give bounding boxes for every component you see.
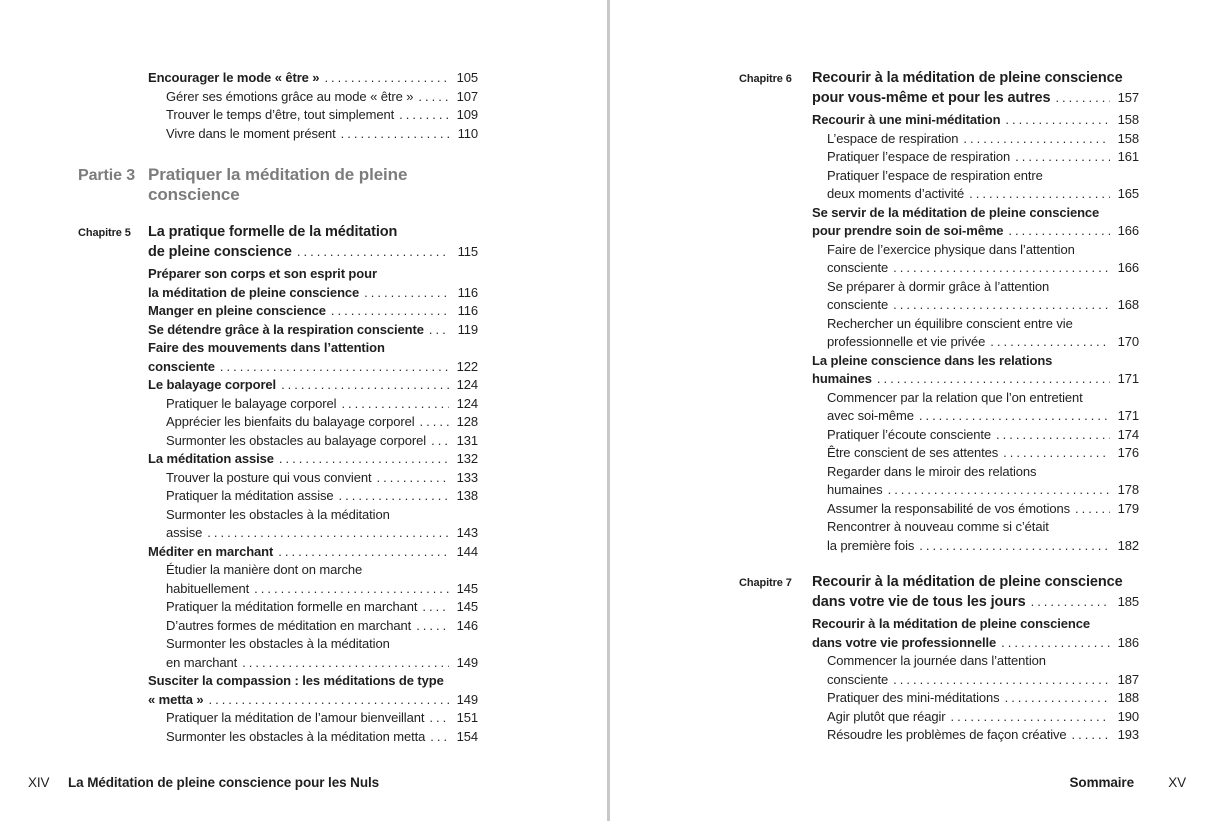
- toc-entry-text: Le balayage corporel: [148, 377, 277, 392]
- dot-leader: [420, 413, 449, 432]
- toc-entry-line: Se préparer à dormir grâce à l’attention: [827, 278, 1050, 294]
- toc-entry-text: D’autres formes de méditation en marchant: [166, 617, 412, 633]
- dot-leader: [1001, 634, 1110, 653]
- section-title-line: Pratiquer la méditation de pleine: [148, 165, 408, 184]
- toc-entry: [78, 413, 478, 432]
- toc-entry: [78, 69, 478, 88]
- toc-entry: [739, 689, 1139, 708]
- page-number: 105: [456, 70, 478, 85]
- toc-entry: [78, 106, 478, 125]
- toc-entry-text: assise: [166, 525, 203, 540]
- toc-entry: [78, 321, 478, 340]
- toc-entry: [812, 88, 1139, 108]
- toc-entry-text: La méditation assise: [148, 451, 274, 466]
- dot-leader: [207, 524, 449, 543]
- toc-entry: [78, 88, 478, 107]
- dot-leader: [324, 69, 449, 88]
- page-number: 145: [456, 580, 478, 596]
- toc-entry: [739, 444, 1139, 463]
- dot-leader: [950, 708, 1110, 727]
- toc-entry-text: Pratiquer des mini-méditations: [827, 690, 1000, 705]
- toc-entry: [739, 333, 1139, 352]
- toc-entry: [739, 259, 1139, 278]
- toc-entry: [739, 634, 1139, 653]
- page-number: 132: [456, 451, 478, 466]
- dot-leader: [422, 598, 449, 617]
- toc-entry-text: consciente: [827, 297, 889, 312]
- page-number: 176: [1117, 445, 1139, 460]
- dot-leader: [331, 302, 449, 321]
- toc-entry: [739, 148, 1139, 167]
- toc-entry: [78, 728, 478, 747]
- toc-entry: [78, 125, 478, 144]
- toc-entry: [739, 481, 1139, 500]
- toc-entry-text: Recourir à une mini-méditation: [812, 112, 1001, 127]
- toc-entry-text: Résoudre les problèmes de façon créative: [827, 727, 1067, 742]
- dot-leader: [297, 242, 449, 261]
- toc-entry-text: Trouver la posture qui vous convient: [166, 469, 372, 485]
- section-label: Chapitre 6: [739, 73, 792, 85]
- toc-entry: [78, 617, 478, 636]
- toc-entry: [812, 592, 1139, 612]
- toc-entry: [739, 185, 1139, 204]
- toc-entry-line: Se servir de la méditation de pleine conscience: [812, 204, 1100, 220]
- toc-entry: [739, 726, 1139, 745]
- left-page-toc: [78, 69, 478, 746]
- toc-entry: [739, 500, 1139, 519]
- dot-leader: [969, 185, 1110, 204]
- toc-entry-text: Pratiquer l’espace de respiration: [827, 149, 1011, 164]
- dot-leader: [339, 487, 449, 506]
- page-number: 154: [456, 728, 478, 744]
- page-number: 116: [457, 284, 478, 300]
- toc-entry: [739, 222, 1139, 241]
- dot-leader: [919, 537, 1110, 556]
- page-number: 193: [1117, 727, 1139, 742]
- toc-entry-text: Se détendre grâce à la respiration consciente: [148, 321, 424, 337]
- toc-entry-line: Regarder dans le miroir des relations: [827, 463, 1037, 479]
- dot-leader: [429, 321, 449, 340]
- toc-entry-text: Être conscient de ses attentes: [827, 445, 999, 460]
- toc-entry: [78, 469, 478, 488]
- dot-leader: [1055, 88, 1110, 107]
- toc-entry: [78, 709, 478, 728]
- toc-entry-text: Trouver le temps d’être, tout simplement: [166, 107, 395, 122]
- toc-entry-text: Agir plutôt que réagir: [827, 708, 946, 724]
- toc-entry-line: Rencontrer à nouveau comme si c’était: [827, 519, 1049, 534]
- toc-entry-text: Apprécier les bienfaits du balayage corporel: [166, 414, 415, 429]
- dot-leader: [1075, 500, 1110, 519]
- dot-leader: [1005, 689, 1110, 708]
- toc-entry: [78, 395, 478, 414]
- toc-entry-text: la première fois: [827, 537, 915, 553]
- page-number: 157: [1117, 90, 1139, 105]
- dot-leader: [341, 125, 449, 144]
- dot-leader: [281, 376, 449, 395]
- page-number: 158: [1117, 130, 1139, 146]
- toc-entries: [739, 615, 1139, 745]
- toc-entry: [739, 671, 1139, 690]
- dot-leader: [1008, 222, 1110, 241]
- dot-leader: [418, 88, 449, 107]
- toc-entry-line: Faire de l’exercice physique dans l’attention: [827, 241, 1075, 257]
- dot-leader: [1003, 444, 1110, 463]
- dot-leader: [1031, 592, 1110, 611]
- chapter-heading: [739, 69, 1139, 108]
- toc-entry: [78, 284, 478, 303]
- page-number: 187: [1117, 671, 1139, 687]
- left-running-footer-book-title: La Méditation de pleine conscience pour les Nuls: [68, 775, 380, 790]
- page-number: 161: [1117, 149, 1139, 164]
- toc-entry-text: Surmonter les obstacles au balayage corporel: [166, 432, 427, 448]
- dot-leader: [278, 543, 449, 562]
- dot-leader: [430, 728, 449, 747]
- dot-leader: [990, 333, 1110, 352]
- toc-entry: [739, 370, 1139, 389]
- page-number: 124: [456, 395, 478, 411]
- toc-entry-line: Surmonter les obstacles à la méditation: [166, 636, 390, 651]
- dot-leader: [996, 426, 1110, 445]
- dot-leader: [919, 407, 1110, 426]
- page-number: 174: [1117, 426, 1139, 442]
- dot-leader: [1005, 111, 1110, 130]
- toc-entry-text: consciente: [827, 671, 889, 687]
- toc-entry: [78, 654, 478, 673]
- toc-entries: [78, 265, 478, 746]
- toc-entry: [78, 450, 478, 469]
- toc-entry-text: Assumer la responsabilité de vos émotions: [827, 500, 1071, 516]
- toc-entry-text: Surmonter les obstacles à la méditation metta: [166, 728, 426, 744]
- page-number: 133: [456, 469, 478, 485]
- page-number: 145: [456, 599, 478, 614]
- toc-entry-text: dans votre vie professionnelle: [812, 634, 997, 650]
- dot-leader: [893, 296, 1110, 315]
- toc-entry-line: Préparer son corps et son esprit pour: [148, 266, 377, 281]
- page-number: 138: [456, 488, 478, 503]
- toc-entry-text: Manger en pleine conscience: [148, 303, 326, 318]
- toc-entry: [78, 598, 478, 617]
- toc-entry-text: humaines: [812, 371, 872, 386]
- page-number: 166: [1117, 260, 1139, 275]
- page-number: 149: [456, 691, 478, 707]
- dot-leader: [220, 358, 449, 377]
- dot-leader: [877, 370, 1110, 389]
- toc-entry-text: en marchant: [166, 654, 238, 670]
- page-number: 190: [1117, 708, 1139, 724]
- toc-entry-text: Pratiquer la méditation formelle en marchant: [166, 599, 418, 614]
- page-number: 158: [1117, 112, 1139, 127]
- toc-entry-text: la méditation de pleine conscience: [148, 284, 360, 300]
- toc-entry-line: Susciter la compassion : les méditations de type: [148, 673, 444, 688]
- toc-entry-text: pour prendre soin de soi-même: [812, 223, 1004, 238]
- section-label: Chapitre 7: [739, 577, 792, 589]
- page-number: 182: [1117, 537, 1139, 553]
- chapter-heading: [739, 573, 1139, 612]
- page-number: 122: [456, 358, 478, 374]
- toc-entry-text: consciente: [827, 260, 889, 275]
- dot-leader: [429, 709, 449, 728]
- toc-entry: [78, 524, 478, 543]
- page-number: 109: [456, 107, 478, 122]
- page-number: 179: [1117, 500, 1139, 516]
- page-number: 171: [1117, 408, 1139, 423]
- toc-entries: [78, 69, 478, 143]
- toc-entry-line: Pratiquer l’espace de respiration entre: [827, 167, 1043, 183]
- dot-leader: [208, 691, 449, 710]
- dot-leader: [893, 259, 1110, 278]
- toc-entry: [739, 537, 1139, 556]
- toc-entries: [739, 111, 1139, 555]
- toc-entry-text: Pratiquer le balayage corporel: [166, 395, 337, 411]
- toc-entry-text: L’espace de respiration: [827, 130, 959, 146]
- page-number: 185: [1117, 594, 1139, 609]
- toc-entry: [78, 358, 478, 377]
- dot-leader: [416, 617, 449, 636]
- page-number: 149: [456, 654, 478, 670]
- toc-entry: [78, 691, 478, 710]
- section-title-line: La pratique formelle de la méditation: [148, 224, 398, 240]
- toc-entry-text: Pratiquer la méditation de l’amour bienveillant: [166, 710, 425, 725]
- chapter-heading: [78, 223, 478, 262]
- toc-entry: [78, 432, 478, 451]
- page-number: 166: [1117, 223, 1139, 238]
- page-number: 151: [456, 710, 478, 725]
- page-number: 186: [1117, 634, 1139, 650]
- toc-entry: [739, 426, 1139, 445]
- toc-entry-line: Rechercher un équilibre conscient entre vie: [827, 315, 1073, 331]
- toc-entry-text: Gérer ses émotions grâce au mode « être »: [166, 88, 414, 104]
- toc-entry-text: habituellement: [166, 580, 250, 596]
- toc-entry-text: Vivre dans le moment présent: [166, 125, 336, 141]
- toc-entry-text: avec soi-même: [827, 408, 914, 423]
- page-number: 131: [456, 432, 478, 448]
- toc-entry-line: Commencer la journée dans l’attention: [827, 653, 1046, 668]
- toc-entry: [78, 302, 478, 321]
- toc-entry: [78, 376, 478, 395]
- toc-entry-line: Surmonter les obstacles à la méditation: [166, 506, 390, 522]
- section-title-line: Recourir à la méditation de pleine conscience: [812, 70, 1123, 86]
- toc-entry-line: Étudier la manière dont on marche: [166, 562, 363, 577]
- dot-leader: [888, 481, 1110, 500]
- toc-entry-text: Encourager le mode « être »: [148, 70, 320, 85]
- dot-leader: [364, 284, 449, 303]
- toc-entry-text: dans votre vie de tous les jours: [812, 594, 1026, 610]
- dot-leader: [242, 654, 449, 673]
- dot-leader: [376, 469, 449, 488]
- right-page-toc: [739, 69, 1139, 745]
- section-label: Chapitre 5: [78, 227, 131, 239]
- left-folio-page-number: XIV: [28, 775, 50, 790]
- dot-leader: [1015, 148, 1110, 167]
- toc-entry-text: Méditer en marchant: [148, 543, 274, 559]
- toc-entry-text: deux moments d’activité: [827, 186, 965, 201]
- right-folio-page-number: XV: [1168, 775, 1186, 790]
- toc-entry: [78, 580, 478, 599]
- page-number: 110: [457, 125, 478, 141]
- dot-leader: [1072, 726, 1110, 745]
- part-heading: [78, 165, 478, 205]
- toc-entry-text: Pratiquer la méditation assise: [166, 488, 334, 503]
- page-number: 107: [456, 88, 478, 104]
- toc-entry-line: La pleine conscience dans les relations: [812, 352, 1053, 368]
- dot-leader: [279, 450, 449, 469]
- toc-entry: [148, 242, 478, 262]
- page-number: 188: [1117, 690, 1139, 705]
- page-gutter-divider: [607, 0, 610, 821]
- section-label: Partie 3: [78, 167, 136, 184]
- toc-entry-text: professionnelle et vie privée: [827, 334, 986, 349]
- toc-entry: [739, 111, 1139, 130]
- page-number: 171: [1117, 371, 1139, 386]
- right-running-footer-section-label: Sommaire: [1069, 775, 1134, 790]
- toc-entry-text: « metta »: [148, 691, 204, 707]
- dot-leader: [399, 106, 449, 125]
- toc-entry: [739, 407, 1139, 426]
- section-title-line: Recourir à la méditation de pleine conscience: [812, 574, 1123, 590]
- toc-entry: [78, 487, 478, 506]
- dot-leader: [431, 432, 449, 451]
- dot-leader: [254, 580, 449, 599]
- toc-entry-text: Pratiquer l’écoute consciente: [827, 426, 992, 442]
- toc-entry-line: Recourir à la méditation de pleine conscience: [812, 616, 1090, 631]
- page-number: 143: [456, 525, 478, 540]
- toc-entry: [739, 296, 1139, 315]
- toc-entry-text: humaines: [827, 482, 883, 497]
- page-number: 124: [456, 377, 478, 392]
- toc-entry: [739, 708, 1139, 727]
- page-number: 115: [457, 244, 478, 259]
- toc-entry-line: Commencer par la relation que l’on entretient: [827, 389, 1083, 405]
- toc-entry-text: de pleine conscience: [148, 244, 292, 260]
- page-number: 146: [456, 617, 478, 633]
- dot-leader: [963, 130, 1110, 149]
- toc-entry: [739, 130, 1139, 149]
- page-number: 170: [1117, 334, 1139, 349]
- toc-entry-text: pour vous-même et pour les autres: [812, 90, 1051, 106]
- page-number: 144: [456, 543, 478, 559]
- toc-entry-text: consciente: [148, 358, 215, 374]
- page-number: 128: [456, 414, 478, 429]
- page-number: 178: [1117, 482, 1139, 497]
- dot-leader: [341, 395, 449, 414]
- page-number: 168: [1117, 297, 1139, 312]
- page-number: 116: [457, 303, 478, 318]
- section-title-line: conscience: [148, 185, 240, 204]
- page-number: 165: [1117, 186, 1139, 201]
- dot-leader: [893, 671, 1110, 690]
- page-number: 119: [457, 321, 478, 337]
- toc-entry-line: Faire des mouvements dans l’attention: [148, 340, 385, 355]
- toc-entry: [78, 543, 478, 562]
